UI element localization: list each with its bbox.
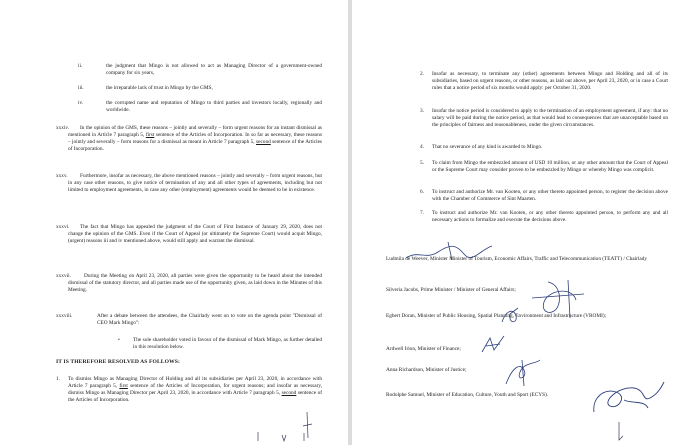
- signatory-line: Anna Richardson, Minister of Justice;: [386, 367, 467, 373]
- item-number: 7.: [420, 210, 424, 216]
- paragraph-xxxvii: During the Meeting on April 23, 2020, all parties were given the opportunity to be heard about the intended dismissal of the statutory director, and all parties made use of the opportunity given, as laid down in the Minutes of this Meeting.: [68, 273, 322, 294]
- left-document-page: [0, 0, 348, 445]
- item-number: xxxvi.: [56, 224, 70, 230]
- resolved-heading: IT IS THEREFORE RESOLVED AS FOLLOWS:: [56, 359, 180, 365]
- resolution-5: To claim from Mingo the embezzled amount of USD 10 million, or any other amount that the Court of Appeal or the Supreme Court may consider proven to be embezzled by Mingo or whereby Mingo was complicit.: [432, 160, 668, 174]
- sub-item-text: the irreparable lack of trust in Mingo by the GMS,: [106, 85, 213, 91]
- initial-mark: [256, 430, 326, 442]
- paragraph-xxxiv: In the opinion of the GMS, these reasons – jointly and severally – form urgent reasons for an instant dismissal as mentioned in Article 7 paragraph 5, first sentence of the Articles of Incorporation. In so far as necessary, these reasons – jointly and severally – form reasons for a dismissal as meant in Article 7 paragraph 5, second sentence of the Articles of Incorporation.: [68, 125, 323, 153]
- initial-mark: [614, 420, 624, 442]
- resolution-6: To instruct and authorize Mr. van Kooten, or any other thereto appointed person, to register the decision above with the Chamber of Commerce of Sint Maarten.: [432, 189, 668, 203]
- item-number: iii.: [78, 85, 84, 91]
- resolution-7: To instruct and authorize Mr. van Kooten, or any other thereto appointed person, to perform any and all necessary actions to formalize and execute the decisions above.: [432, 210, 668, 224]
- paragraph-xxxv: Furthermore, insofar as necessary, the above mentioned reasons – jointly and severally – form urgent reasons, but in any case other reasons, to give notice of termination of any and all other types of agreements, including but not limited to employment agreements, in case any other (employment) agreements would be deemed to be in existence.: [68, 173, 322, 194]
- resolution-2: Insofar as necessary, to terminate any (other) agreements between Mingo and Holding and all of its subsidiaries, based on urgent reasons, or other reasons, as laid out above, per April 23, 2020, or in case a Court rules that a notice period of six months would apply: per October 31, 2020.: [432, 71, 668, 92]
- signatory-line: Rodolphe Samuel, Minister of Education, Culture, Youth and Sport (ECYS).: [386, 392, 549, 398]
- resolution-4: That no severance of any kind is awarded to Mingo.: [432, 144, 543, 150]
- bullet-point: •: [118, 337, 120, 343]
- item-number: xxxviii.: [56, 313, 73, 319]
- initial-mark: [300, 410, 314, 440]
- item-number: 2.: [420, 71, 424, 77]
- signatory-line: Ludmila de Weever, Minister Minister of Tourism, Economic Affairs, Traffic and Telecommunication (TEATT) / Chairlady: [386, 256, 648, 262]
- resolution-3: Insofar the notice period is considered to apply to the termination of an employment agreement, if any: that no salary will be paid during the notice period, as that would lead to consequences that are unacceptable based on the principles of fairness and reasonableness, under the given circumstances.: [432, 108, 668, 129]
- paragraph-xxxviii: After a debate between the attendees, the Chairlady went on to vote on the agenda point "Dismissal of CEO Mark Mingo":: [97, 313, 322, 327]
- paragraph-xxxvi: The fact that Mingo has appealed the judgment of the Court of First Instance of January 29, 2020, does not change the opinion of the GMS. Even if the Court of Appeal (or ultimately the Supreme Court) would acquit Mingo, (urgent) reasons iii and iv mentioned above, would still apply and warrant the dismissal.: [68, 224, 322, 245]
- item-number: 3.: [420, 108, 424, 114]
- item-number: 5.: [420, 160, 424, 166]
- item-number: iv.: [78, 100, 84, 106]
- item-number: xxxv.: [56, 173, 68, 179]
- signatory-line: Ardwell Irion, Minister of Finance;: [386, 346, 461, 352]
- item-number: ii.: [78, 63, 83, 69]
- right-document-page: [352, 0, 700, 445]
- bullet-text: The sole shareholder voted in favour of the dismissal of Mark Mingo, as further detailed in this resolution below.: [133, 337, 322, 351]
- item-number: 6.: [420, 189, 424, 195]
- signatory-line: Silveria Jacobs, Prime Minister / Minister of General Affairs;: [386, 287, 516, 293]
- resolution-1: To dismiss Mingo as Managing Director of Holding and all its subsidiaries per April 23, 2020, in accordance with Article 7 paragraph 5, first sentence of the Articles of Incorporation, for urgent reasons; and insofar as necessary, dismiss Mingo as Managing Director per April 23, 2020, in accordance with Article 7 paragraph 5, second sentence of the Articles of Incorporation.: [68, 376, 323, 404]
- item-number: 4.: [420, 144, 424, 150]
- sub-item-text: the judgment that Mingo is not allowed to act as Managing Director of a government-owned company for six years,: [106, 63, 322, 77]
- sub-item-text: the corrupted name and reputation of Mingo to third parties and investors locally, regionally and worldwide.: [106, 100, 322, 114]
- signatory-line: Egbert Doran, Minister of Public Housing, Spatial Planning, Environment and Infrastructure (VROMI);: [386, 313, 607, 319]
- item-number: 1.: [56, 376, 60, 382]
- item-number: xxxvii.: [56, 273, 71, 279]
- item-number: xxxiv.: [56, 125, 70, 131]
